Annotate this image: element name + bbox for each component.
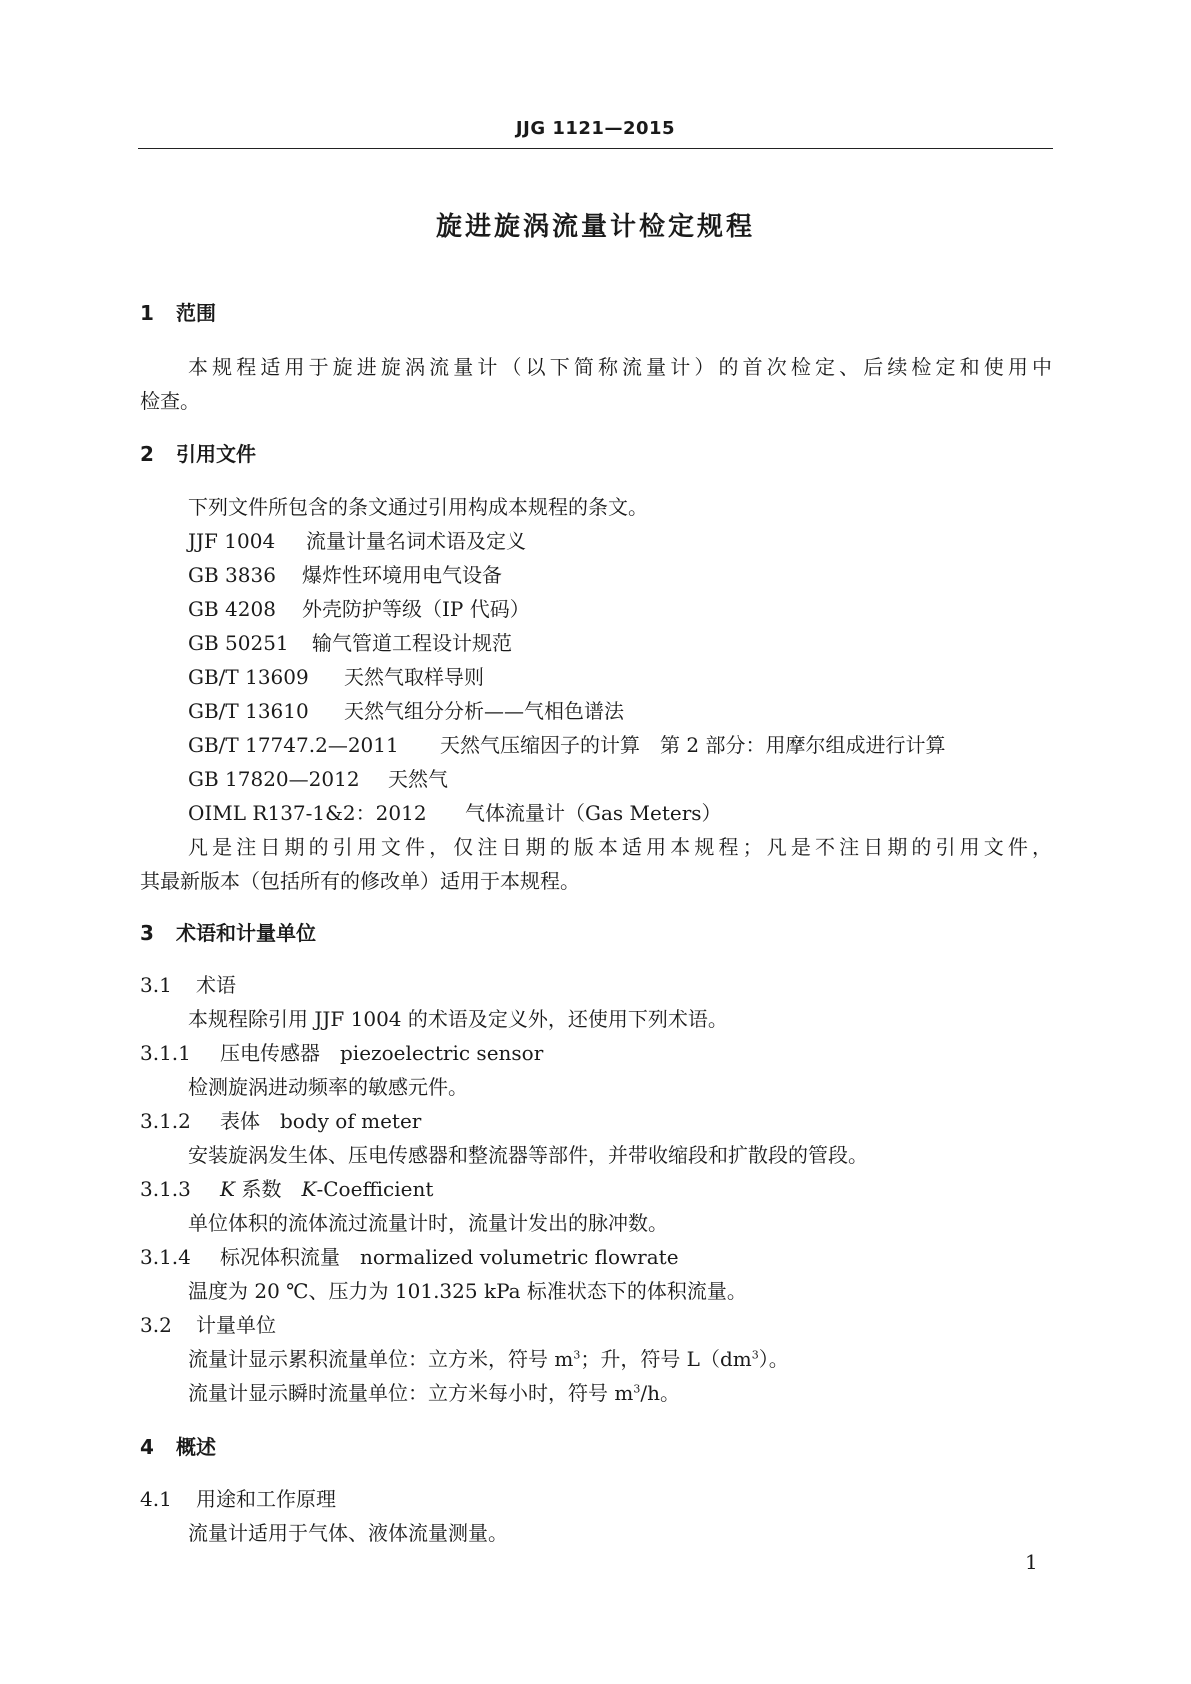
term-definition: 检测旋涡进动频率的敏感元件。 xyxy=(188,1075,468,1099)
term-heading xyxy=(140,1244,679,1270)
reference-item xyxy=(188,562,502,588)
term-title: 表体 xyxy=(220,1109,260,1133)
page-number: 1 xyxy=(1025,1550,1038,1574)
term-symbol: K xyxy=(301,1177,317,1201)
reference-name: 流量计量名词术语及定义 xyxy=(306,529,526,553)
term-heading xyxy=(140,1176,433,1202)
section-2-note: 凡是注日期的引用文件，仅注日期的版本适用本规程；凡是不注日期的引用文件， xyxy=(188,835,1052,859)
term-title: 系数 xyxy=(241,1177,282,1201)
section-2-heading xyxy=(140,441,256,467)
reference-name: 天然气组分分析——气相色谱法 xyxy=(344,699,624,723)
section-title: 范围 xyxy=(176,301,216,325)
subsection-number: 3.1 xyxy=(140,973,172,997)
subsection-4-1-heading xyxy=(140,1486,336,1512)
reference-code: JJF 1004 xyxy=(188,529,276,553)
subsection-title: 计量单位 xyxy=(196,1313,276,1337)
term-title: 标况体积流量 xyxy=(220,1245,340,1269)
unit-text: 流量计显示瞬时流量单位：立方米每小时，符号 m xyxy=(188,1381,634,1405)
subsection-number: 3.2 xyxy=(140,1313,172,1337)
reference-code: GB 4208 xyxy=(188,597,276,621)
unit-line-instantaneous xyxy=(188,1380,680,1406)
subsection-3-1-intro: 本规程除引用 JJF 1004 的术语及定义外，还使用下列术语。 xyxy=(188,1007,728,1031)
reference-name: 天然气取样导则 xyxy=(344,665,484,689)
section-title: 术语和计量单位 xyxy=(176,921,316,945)
reference-item xyxy=(188,664,484,690)
unit-line-cumulative xyxy=(188,1346,789,1372)
reference-name: 爆炸性环境用电气设备 xyxy=(302,563,502,587)
section-2-intro: 下列文件所包含的条文通过引用构成本规程的条文。 xyxy=(188,495,648,519)
reference-item xyxy=(188,800,722,826)
section-3-heading xyxy=(140,920,316,946)
section-number: 4 xyxy=(140,1435,154,1459)
document-title: 旋进旋涡流量计检定规程 xyxy=(435,212,755,242)
term-number: 3.1.2 xyxy=(140,1109,191,1133)
term-english: piezoelectric sensor xyxy=(340,1041,544,1065)
header-rule xyxy=(138,148,1053,149)
reference-name: 天然气压缩因子的计算 第 2 部分：用摩尔组成进行计算 xyxy=(440,733,946,757)
unit-text: 流量计显示累积流量单位：立方米，符号 m xyxy=(188,1347,574,1371)
page-header: JJG 1121—2015 xyxy=(515,118,676,139)
term-title: 压电传感器 xyxy=(220,1041,320,1065)
reference-item xyxy=(188,630,512,656)
section-number: 1 xyxy=(140,301,154,325)
reference-name: 外壳防护等级（IP 代码） xyxy=(302,597,530,621)
subsection-title: 用途和工作原理 xyxy=(196,1487,336,1511)
reference-item xyxy=(188,596,530,622)
term-english: body of meter xyxy=(280,1109,422,1133)
reference-name: 天然气 xyxy=(388,767,448,791)
reference-code: OIML R137-1&2：2012 xyxy=(188,801,427,825)
section-title: 概述 xyxy=(176,1435,216,1459)
unit-superscript: 3 xyxy=(633,1382,641,1396)
section-4-heading xyxy=(140,1434,216,1460)
section-number: 2 xyxy=(140,442,154,466)
reference-item xyxy=(188,766,448,792)
term-definition: 温度为 20 ℃、压力为 101.325 kPa 标准状态下的体积流量。 xyxy=(188,1279,747,1303)
term-symbol: K xyxy=(220,1177,235,1201)
subsection-3-1-heading xyxy=(140,972,236,998)
section-1-paragraph-cont: 检查。 xyxy=(140,389,200,413)
reference-code: GB 17820—2012 xyxy=(188,767,360,791)
unit-text: ）。 xyxy=(758,1347,789,1371)
unit-text: /h。 xyxy=(640,1381,680,1405)
reference-code: GB/T 13610 xyxy=(188,699,309,723)
term-definition: 单位体积的流体流过流量计时，流量计发出的脉冲数。 xyxy=(188,1211,668,1235)
term-definition: 安装旋涡发生体、压电传感器和整流器等部件，并带收缩段和扩散段的管段。 xyxy=(188,1143,868,1167)
reference-code: GB/T 17747.2—2011 xyxy=(188,733,399,757)
section-number: 3 xyxy=(140,921,154,945)
reference-code: GB 3836 xyxy=(188,563,276,587)
subsection-number: 4.1 xyxy=(140,1487,172,1511)
section-title: 引用文件 xyxy=(176,442,256,466)
section-2-note-cont: 其最新版本（包括所有的修改单）适用于本规程。 xyxy=(140,869,580,893)
term-heading xyxy=(140,1040,543,1066)
reference-name: 输气管道工程设计规范 xyxy=(312,631,512,655)
term-heading xyxy=(140,1108,421,1134)
term-english: normalized volumetric flowrate xyxy=(360,1245,679,1269)
reference-code: GB 50251 xyxy=(188,631,289,655)
subsection-3-2-heading xyxy=(140,1312,276,1338)
unit-text: ；升，符号 L（dm xyxy=(580,1347,752,1371)
reference-name: 气体流量计（Gas Meters） xyxy=(465,801,722,825)
reference-item xyxy=(188,732,945,758)
subsection-4-1-paragraph: 流量计适用于气体、液体流量测量。 xyxy=(188,1521,508,1545)
term-number: 3.1.3 xyxy=(140,1177,191,1201)
reference-code: GB/T 13609 xyxy=(188,665,309,689)
term-number: 3.1.1 xyxy=(140,1041,191,1065)
term-number: 3.1.4 xyxy=(140,1245,191,1269)
term-english: -Coefficient xyxy=(316,1177,434,1201)
subsection-title: 术语 xyxy=(196,973,236,997)
reference-item xyxy=(188,698,624,724)
section-1-paragraph: 本规程适用于旋进旋涡流量计（以下简称流量计）的首次检定、后续检定和使用中 xyxy=(188,355,1052,379)
section-1-heading xyxy=(140,300,216,326)
reference-item xyxy=(188,528,526,554)
unit-superscript: 3 xyxy=(751,1348,759,1362)
unit-superscript: 3 xyxy=(573,1348,581,1362)
